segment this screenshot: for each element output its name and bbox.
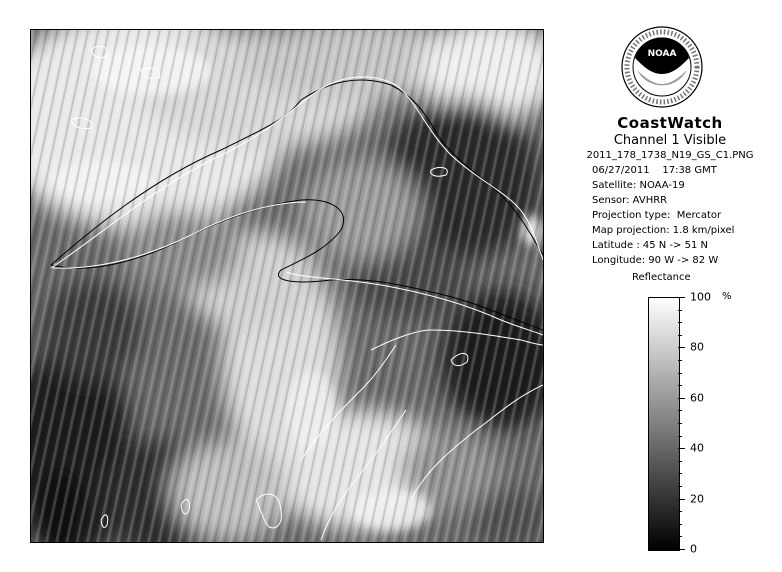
image-info-header: [560, 112, 780, 161]
colorbar-tick-label: 60: [690, 391, 704, 405]
noaa-logo: [621, 26, 703, 108]
colorbar-minor-tick: [678, 373, 682, 374]
scale-title: Reflectance: [632, 272, 691, 283]
colorbar-minor-tick: [678, 410, 682, 411]
colorbar-tick-label: 20: [690, 492, 704, 506]
colorbar-tick: [678, 448, 685, 449]
colorbar-minor-tick: [678, 385, 682, 386]
product-title: CoastWatch: [617, 114, 723, 132]
satellite-image-map: [30, 29, 544, 543]
colorbar-minor-tick: [678, 511, 682, 512]
latitude-range: Latitude : 45 N -> 51 N: [592, 240, 708, 251]
image-filename: 2011_178_1738_N19_GS_C1.PNG: [586, 150, 754, 161]
colorbar-minor-tick: [678, 436, 682, 437]
projection-type: Projection type: Mercator: [592, 210, 722, 221]
colorbar-tick: [678, 499, 685, 500]
colorbar-minor-tick: [678, 310, 682, 311]
colorbar-minor-tick: [678, 536, 682, 537]
colorbar-minor-tick: [678, 461, 682, 462]
colorbar-minor-tick: [678, 486, 682, 487]
sensor-info: Sensor: AVHRR: [592, 195, 668, 206]
colorbar-minor-tick: [678, 360, 682, 361]
colorbar-minor-tick: [678, 322, 682, 323]
image-metadata: [592, 163, 734, 268]
reflectance-image: [31, 30, 543, 542]
colorbar-minor-tick: [678, 473, 682, 474]
colorbar-minor-tick: [678, 524, 682, 525]
map-projection: Map projection: 1.8 km/pixel: [592, 225, 735, 236]
colorbar-tick: [678, 549, 685, 550]
colorbar-tick-label: 40: [690, 441, 704, 455]
colorbar-tick: [678, 398, 685, 399]
colorbar-tick: [678, 297, 685, 298]
colorbar-tick: [678, 347, 685, 348]
colorbar-tick-label: 0: [690, 542, 697, 556]
date-time: 06/27/2011 17:38 GMT: [592, 165, 717, 176]
colorbar-ticks: [680, 290, 740, 556]
noaa-logo-label: NOAA: [647, 49, 677, 59]
satellite-info: Satellite: NOAA-19: [592, 180, 685, 191]
colorbar-tick-label: 100: [690, 290, 711, 304]
colorbar-tick-label: 80: [690, 340, 704, 354]
reflectance-colorbar: [648, 297, 680, 551]
colorbar-minor-tick: [678, 423, 682, 424]
scale-unit: %: [722, 291, 732, 302]
channel-subtitle: Channel 1 Visible: [613, 133, 727, 148]
colorbar-minor-tick: [678, 335, 682, 336]
longitude-range: Longitude: 90 W -> 82 W: [592, 255, 719, 266]
